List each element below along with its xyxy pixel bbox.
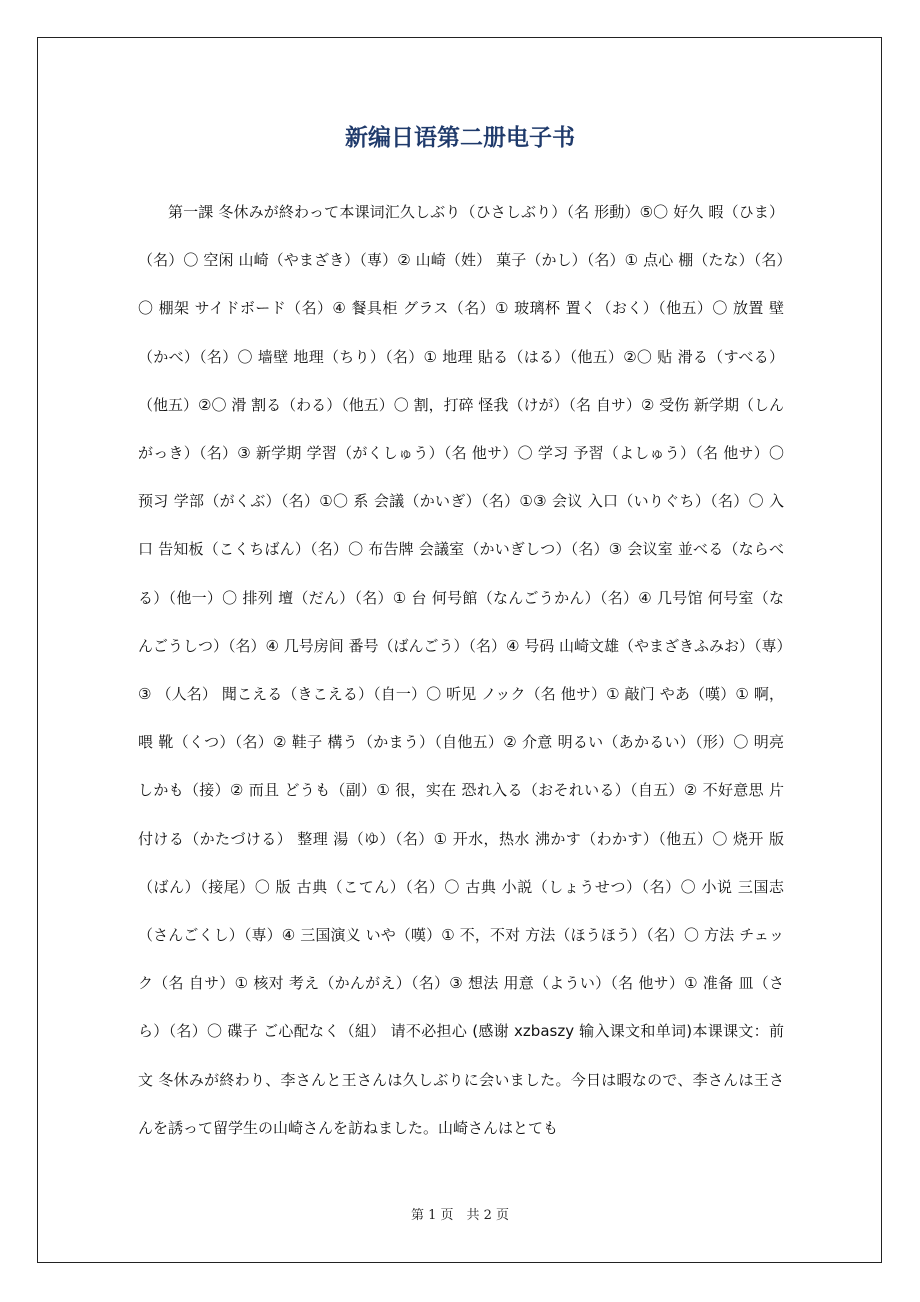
document-body: 第一課 冬休みが終わって本课词汇久しぶり（ひさしぶり）（名 形動）⑤〇 好久 暇（ひま）（名）〇 空闲 山崎（やまざき）（専）② 山崎（姓） 菓子（かし）（名）① 点心 棚（たな）（名）〇 棚架 サイドボード（名）④ 餐具柜 グラス（名）① 玻璃杯 置く（おく）（他五）〇 放置 壁（かべ）（名）〇 墙壁 地理（ちり）（名）① 地理 貼る（はる）（他五）②〇 贴 滑る（すべる）（他五）②〇 滑 割る（わる）（他五）〇 割，打碎 怪我（けが）（名 自サ）② 受伤 新学期（しんがっき）（名）③ 新学期 学習（がくしゅう）（名 他サ）〇 学习 予習（よしゅう）（名 他サ）〇 预习 学部（がくぶ）（名）①〇 系 会議（かいぎ）（名）①③ 会议 入口（いりぐち）（名）〇 入口 告知板（こくちばん）（名）〇 布告牌 会議室（かいぎしつ）（名）③ 会议室 並べる（ならべる）（他一）〇 排列 壇（だん）（名）① 台 何号館（なんごうかん）（名）④ 几号馆 何号室（なんごうしつ）（名）④ 几号房间 番号（ばんごう）（名）④ 号码 山崎文雄（やまざきふみお）（専）③ （人名） 聞こえる（きこえる）（自一）〇 听见 ノック（名 他サ）① 敲门 やあ（嘆）① 啊，喂 靴（くつ）（名）② 鞋子 構う（かまう）（自他五）② 介意 明るい（あかるい）（形）〇 明亮 しかも（接）② 而且 どうも（副）① 很，实在 恐れ入る（おそれいる）（自五）② 不好意思 片付ける（かたづける） 整理 湯（ゆ）（名）① 开水，热水 沸かす（わかす）（他五）〇 烧开 版（ばん）（接尾）〇 版 古典（こてん）（名）〇 古典 小説（しょうせつ）（名）〇 小说 三国志（さんごくし）（専）④ 三国演义 いや（嘆）① 不，不对 方法（ほうほう）（名）〇 方法 チェック（名 自サ）① 核对 考え（かんがえ）（名）③ 想法 用意（ようい）（名 他サ）① 准备 皿（さら）（名）〇 碟子 ご心配なく（組） 请不必担心 (感谢 xzbaszy 输入课文和单词)本课课文：前文 冬休みが終わり、李さんと王さんは久しぶりに会いました。今日は暇なので、李さんは王さんを誘って留学生の山崎さんを訪ねました。山崎さんはとても [138,203,784,1137]
page-footer: 第 1 页 共 2 页 [410,1208,510,1223]
document-title: 新编日语第二册电子书 [345,125,575,151]
